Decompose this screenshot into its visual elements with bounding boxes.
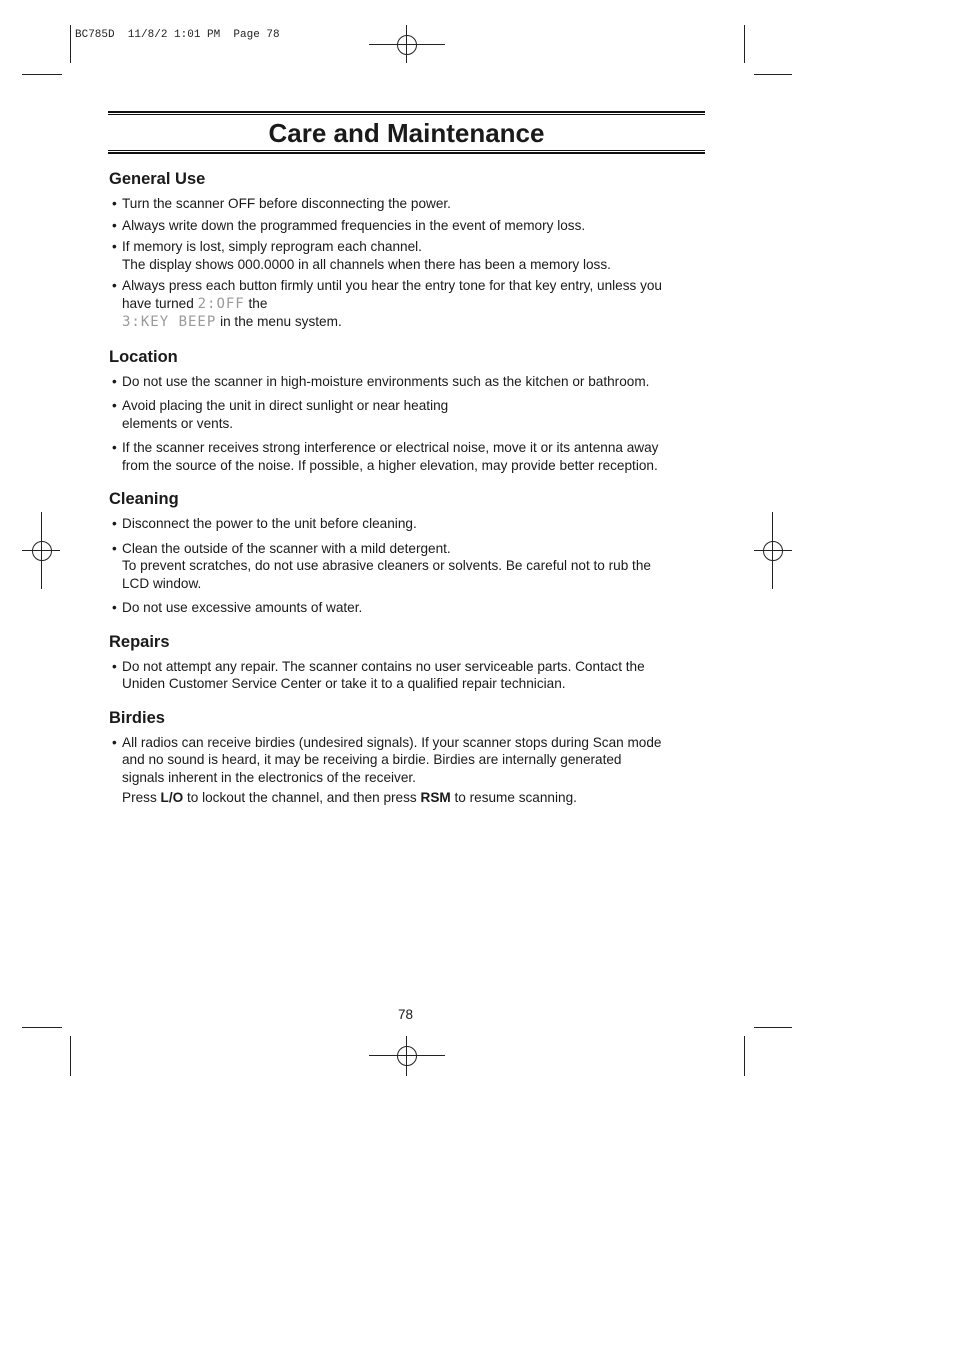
instruction-text: to lockout the channel, and then press [186,790,417,805]
general-use-list [109,195,707,332]
list-item-text: • If the scanner receives strong interference or electrical noise, move it or its antenna away [122,440,659,455]
title-bar [108,111,705,154]
list-item-text: Disconnect the power to the unit before cleaning. [122,516,417,531]
page-number: 78 [398,1007,414,1022]
section-heading-birdies: Birdies [109,708,165,727]
list-item-text: from the source of the noise. If possible, a higher elevation, may provide better reception. [122,457,658,473]
list-item-text: Always write down the programmed frequencies in the event of memory loss. [122,217,586,233]
list-item-text: Turn the scanner OFF before disconnecting the power. [122,196,451,211]
list-item-text: elements or vents. [122,415,234,431]
birdies-instruction [109,789,707,807]
crop-mark [754,74,792,75]
list-item [109,439,707,474]
list-item-text: the [248,295,268,311]
lcd-text: 3:KEY BEEP [122,314,217,330]
print-slug: BC785D 11/8/2 1:01 PM Page 78 [75,29,280,41]
section-heading-general-use: General Use [109,170,206,188]
registration-circle [763,541,783,561]
list-item-text: Uniden Customer Service Center or take it to a qualified repair technician. [122,676,566,691]
registration-circle [397,1046,417,1066]
repairs-list [109,658,707,693]
list-item [109,238,707,273]
crop-mark [22,1027,62,1028]
list-item-text: • Avoid placing the unit in direct sunlight or near heating [122,398,449,413]
list-item-text: To prevent scratches, do not use abrasive cleaners or solvents. Be careful not to rub the [122,558,651,573]
registration-circle [32,541,52,561]
list-item-text: The display shows 000.0000 in all channels when there has been a memory loss. [122,256,611,272]
section-heading-location: Location [109,347,178,366]
section-heading-repairs: Repairs [109,632,170,651]
list-item [109,397,707,432]
list-item-line [122,313,707,332]
instruction-text: Press [122,790,157,805]
section-heading-cleaning: Cleaning [109,490,179,508]
list-item [109,217,707,235]
key-label-rsm: RSM [420,790,451,805]
key-label-lo: L/O [160,790,184,805]
instruction-text: to resume scanning. [454,790,577,805]
location-list [109,373,707,475]
list-item [109,277,707,332]
list-item-line [122,295,707,314]
list-item [109,658,707,693]
list-item [109,515,707,533]
crop-mark [70,25,71,63]
list-item-text: Do not use the scanner in high-moisture environments such as the kitchen or bathroom. [122,373,650,389]
lcd-text: 2:OFF [197,295,245,312]
crop-mark [754,1027,792,1028]
list-item-text: • Do not attempt any repair. The scanner contains no user serviceable parts. Contact the [122,658,645,674]
list-item-text: have turned [122,295,194,311]
list-item-text: LCD window. [122,575,202,591]
list-item-text: • All radios can receive birdies (undesired signals). If your scanner stops during Scan mode [122,734,662,750]
page-title: Care and Maintenance [268,118,545,148]
list-item [109,734,707,787]
list-item [109,540,707,593]
crop-mark [744,1036,745,1076]
list-item-text: and no sound is heard, it may be receiving a birdie. Birdies are internally generated [122,752,622,767]
list-item [109,373,707,391]
crop-mark [22,74,62,75]
list-item [109,599,707,617]
list-item-text: • If memory is lost, simply reprogram each channel. [122,239,422,254]
list-item [109,195,707,213]
crop-mark [744,25,745,63]
list-item-text: • Clean the outside of the scanner with a mild detergent. [122,540,451,556]
list-item-text: Do not use excessive amounts of water. [122,600,363,615]
crop-mark [70,1036,71,1076]
list-item-text: • Always press each button firmly until you hear the entry tone for that key entry, unless you [122,278,662,293]
title-rule-bottom [108,150,705,154]
list-item-text: signals inherent in the electronics of the receiver. [122,769,416,785]
cleaning-list [109,515,707,617]
registration-circle [397,35,417,55]
page-content [109,168,707,807]
birdies-list [109,734,707,787]
title-rule-top [108,111,705,115]
list-item-text: in the menu system. [220,314,342,329]
